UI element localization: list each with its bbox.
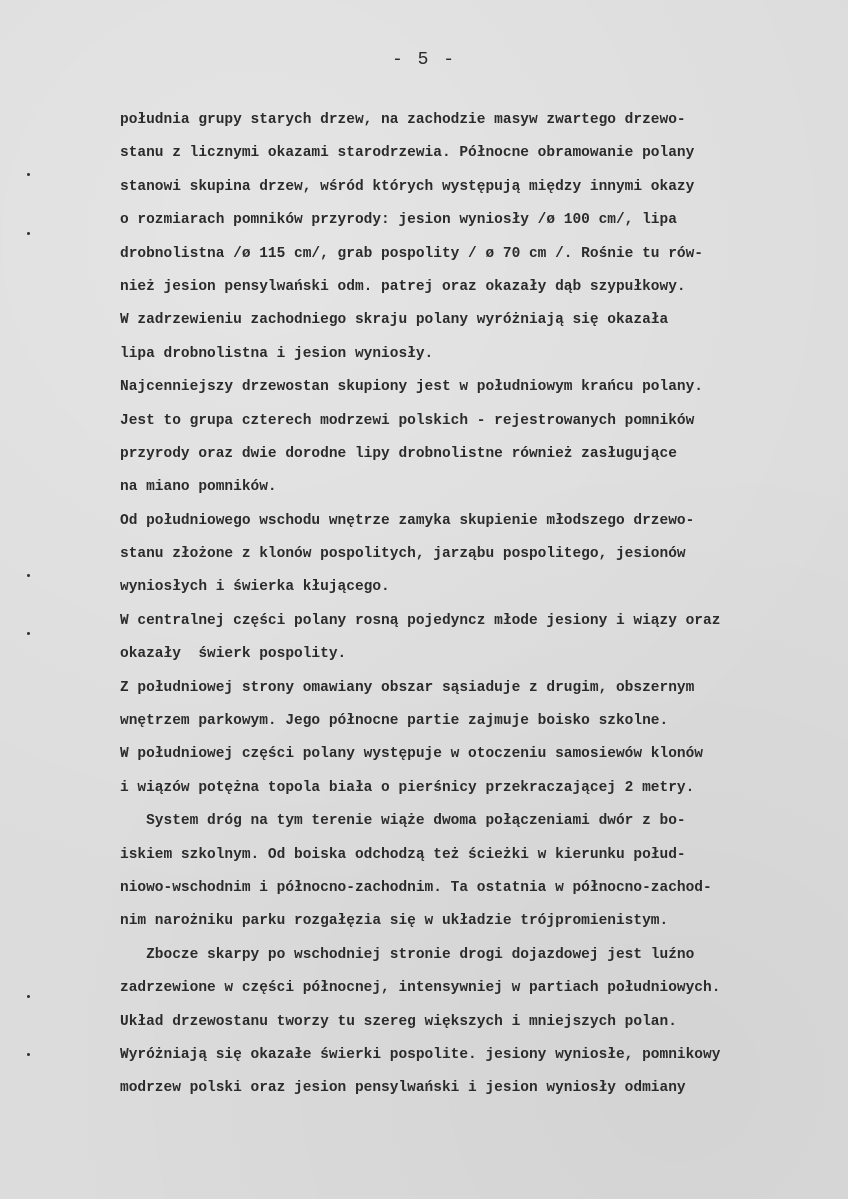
text-line: Najcenniejszy drzewostan skupiony jest w południowym krańcu polany. [120, 379, 703, 396]
text-line: Z południowej strony omawiany obszar sąsiaduje z drugim, obszernym [120, 679, 695, 696]
text-line: zadrzewione w części północnej, intensywniej w partiach południowych. [120, 980, 721, 997]
body-text [120, 104, 848, 1106]
margin-mark [27, 1053, 30, 1056]
text-line: lipa drobnolistna i jesion wyniosły. [120, 345, 434, 362]
text-line: stanowi skupina drzew, wśród których występują między innymi okazy [120, 178, 695, 195]
text-line: Zbocze skarpy po wschodniej stronie drogi dojazdowej jest luźno [120, 946, 695, 963]
text-line: wnętrzem parkowym. Jego północne partie zajmuje boisko szkolne. [120, 713, 669, 730]
text-line: o rozmiarach pomników przyrody: jesion wyniosły /ø 100 cm/, lipa [120, 212, 677, 229]
margin-mark [27, 995, 30, 998]
text-line: wyniosłych i świerka kłującego. [120, 579, 390, 596]
page-number: - 5 - [391, 50, 456, 70]
margin-mark [27, 232, 30, 235]
text-line: i wiązów potężna topola biała o pierśnicy przekraczającej 2 metry. [120, 779, 695, 796]
text-line: Jest to grupa czterech modrzewi polskich - rejestrowanych pomników [120, 412, 695, 429]
text-line: modrzew polski oraz jesion pensylwański i jesion wyniosły odmiany [120, 1080, 686, 1097]
text-line: W południowej części polany występuje w otoczeniu samosiewów klonów [120, 746, 703, 763]
text-line: Od południowego wschodu wnętrze zamyka skupienie młodszego drzewo- [120, 512, 695, 529]
margin-mark [27, 173, 30, 176]
text-line: drobnolistna /ø 115 cm/, grab pospolity / ø 70 cm /. Rośnie tu rów- [120, 245, 703, 262]
margin-mark [27, 632, 30, 635]
text-line: stanu z licznymi okazami starodrzewia. Północne obramowanie polany [120, 145, 695, 162]
text-line: stanu złożone z klonów pospolitych, jarząbu pospolitego, jesionów [120, 546, 686, 563]
text-line: niowo-wschodnim i północno-zachodnim. Ta ostatnia w północno-zachod- [120, 879, 712, 896]
text-line: okazały świerk pospolity. [120, 646, 347, 663]
margin-mark [27, 574, 30, 577]
text-line: na miano pomników. [120, 479, 277, 496]
text-line: System dróg na tym terenie wiąże dwoma połączeniami dwór z bo- [120, 813, 686, 830]
text-line: W centralnej części polany rosną pojedyncz młode jesiony i wiązy oraz [120, 612, 721, 629]
text-line: W zadrzewieniu zachodniego skraju polany wyróżniają się okazała [120, 312, 669, 329]
text-line: południa grupy starych drzew, na zachodzie masyw zwartego drzewo- [120, 112, 686, 128]
text-line: Układ drzewostanu tworzy tu szereg większych i mniejszych polan. [120, 1013, 677, 1030]
text-line: przyrody oraz dwie dorodne lipy drobnolistne również zasługujące [120, 445, 677, 462]
text-line: nim narożniku parku rozgałęzia się w układzie trójpromienistym. [120, 913, 669, 930]
text-line: nież jesion pensylwański odm. patrej oraz okazały dąb szypułkowy. [120, 278, 686, 295]
text-line: Wyróżniają się okazałe świerki pospolite. jesiony wyniosłe, pomnikowy [120, 1046, 721, 1063]
text-line: iskiem szkolnym. Od boiska odchodzą też ścieżki w kierunku połud- [120, 846, 686, 863]
